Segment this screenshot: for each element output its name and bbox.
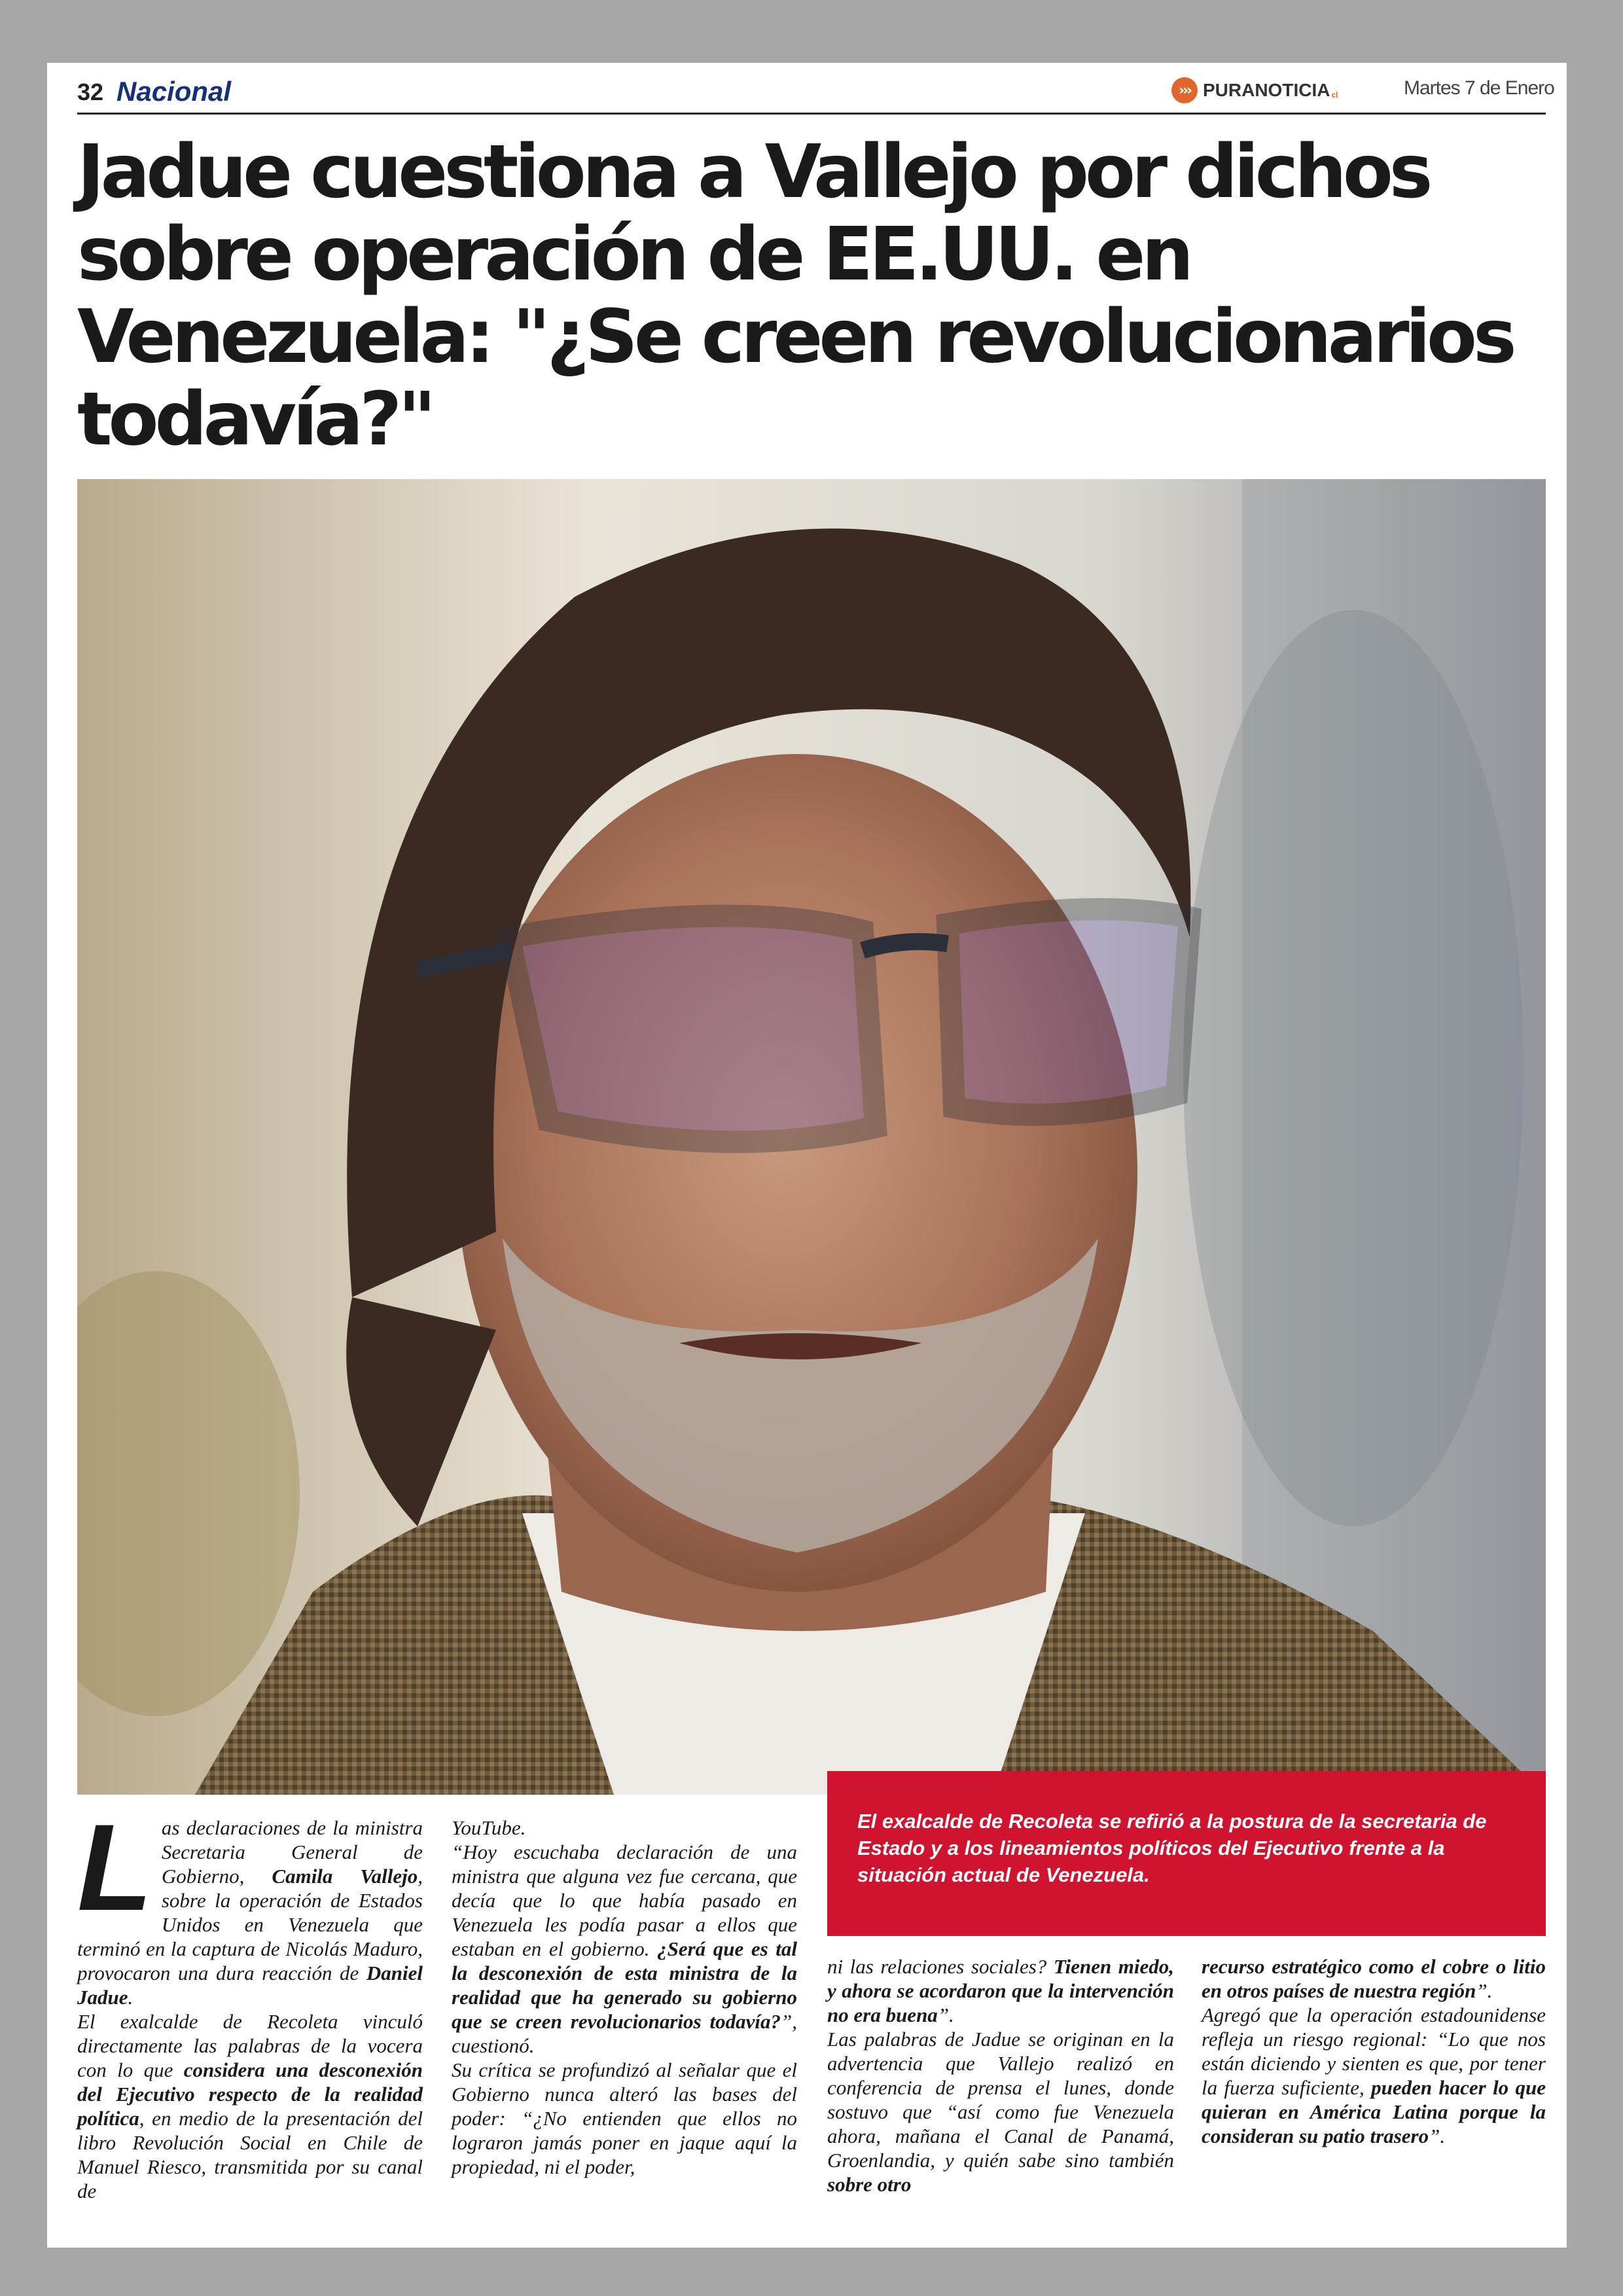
bold-text: Camila Vallejo <box>272 1865 418 1888</box>
text: ni las relaciones sociales? <box>827 1955 1054 1978</box>
drop-cap: L <box>77 1799 152 1936</box>
paragraph <box>827 1954 1174 2027</box>
headline: Jadue cuestiona a Vallejo por dichos sobre operación de EE.UU. en Venezuela: "¿Se creen revolucionarios todavía?" <box>77 130 1513 462</box>
text: ”, cuestionó. <box>452 2010 797 2057</box>
bold-text: considera una desconexión del Ejecutivo respecto de la realidad política <box>77 2058 423 2130</box>
text: Agregó que la operación estadounidense refleja un riesgo regional: “Lo que nos están diciendo y sienten es que, por tener la fuerza suficiente, <box>1202 2003 1546 2099</box>
text: as declaraciones de la ministra Secretaria General de Gobierno, <box>161 1816 423 1888</box>
paragraph: YouTube. <box>452 1816 526 1839</box>
photo-caption: El exalcalde de Recoleta se refirió a la postura de la secretaria de Estado y a los lineamientos políticos del Ejecutivo frente a la situación actual de Venezuela. <box>857 1810 1487 1886</box>
bold-text: Tienen miedo, y ahora se acordaron que la intervención no era buena <box>827 1955 1174 2026</box>
issue-date: Martes 7 de Enero <box>1404 77 1554 99</box>
bold-text: sobre otro <box>827 2173 912 2196</box>
photo-caption-box <box>827 1771 1546 1936</box>
text: Las palabras de Jadue se originan en la advertencia que Vallejo realizó en conferencia de prensa el lunes, donde sostuvo que “así como fue Venezuela ahora, mañana el Canal de Panamá, Groenlandia, y quién sabe sino también <box>827 2028 1174 2172</box>
paragraph <box>77 2009 423 2203</box>
text: ”. <box>1476 1979 1493 2002</box>
bold-text: recurso estratégico como el cobre o litio en otros países de nuestra región <box>1202 1955 1546 2002</box>
bold-text: ¿Será que es tal la desconexión de esta ministra de la realidad que ha generado su gobierno que se creen revolucionarios todavía? <box>452 1937 797 2033</box>
text: , en medio de la presentación del libro Revolución Social en Chile de Manuel Riesco, transmitida por su canal de <box>77 2107 423 2202</box>
article-photo <box>77 479 1546 1795</box>
bold-text: pueden hacer lo que quieran en América Latina porque la consideran su patio trasero <box>1202 2076 1546 2147</box>
text: , sobre la operación de Estados Unidos en Venezuela que terminó en la captura de Nicolás Maduro, provocaron una dura reacción de <box>77 1865 423 1984</box>
text: . <box>128 1986 134 2009</box>
bold-text: Daniel Jadue <box>77 1962 423 2009</box>
logo-text: PURANOTICIA <box>1203 80 1330 100</box>
logo-suffix: cl <box>1331 90 1338 99</box>
text: ”. <box>937 2003 954 2026</box>
section-name: Nacional <box>116 76 232 107</box>
paragraph <box>452 1840 797 2058</box>
paragraph <box>77 1799 423 2009</box>
puranoticia-logo-icon: ››› <box>1171 77 1198 103</box>
page-number: 32 <box>77 79 104 105</box>
article-column-3 <box>827 1954 1174 2197</box>
header-rule <box>77 113 1546 115</box>
paragraph: Su crítica se profundizó al señalar que el Gobierno nunca alteró las bases del poder: “¿No entienden que ellos no lograron jamás poner en jaque aquí la propiedad, ni el poder, <box>452 2058 797 2178</box>
paragraph <box>1202 2003 1546 2148</box>
text: El exalcalde de Recoleta vinculó directamente las palabras de la vocera con lo que <box>77 2010 423 2081</box>
paragraph <box>1202 1954 1546 2003</box>
text: “Hoy escuchaba declaración de una ministra que alguna vez fue cercana, que decía que lo que había pasado en Venezuela les podía pasar a ellos que estaban en el gobierno. <box>452 1840 797 1960</box>
article-column-4 <box>1202 1954 1546 2148</box>
text: ”. <box>1429 2125 1446 2147</box>
puranoticia-logo <box>1171 76 1338 105</box>
article-column-1 <box>77 1799 423 2203</box>
article-column-2 <box>452 1816 797 2179</box>
paragraph <box>827 2027 1174 2197</box>
